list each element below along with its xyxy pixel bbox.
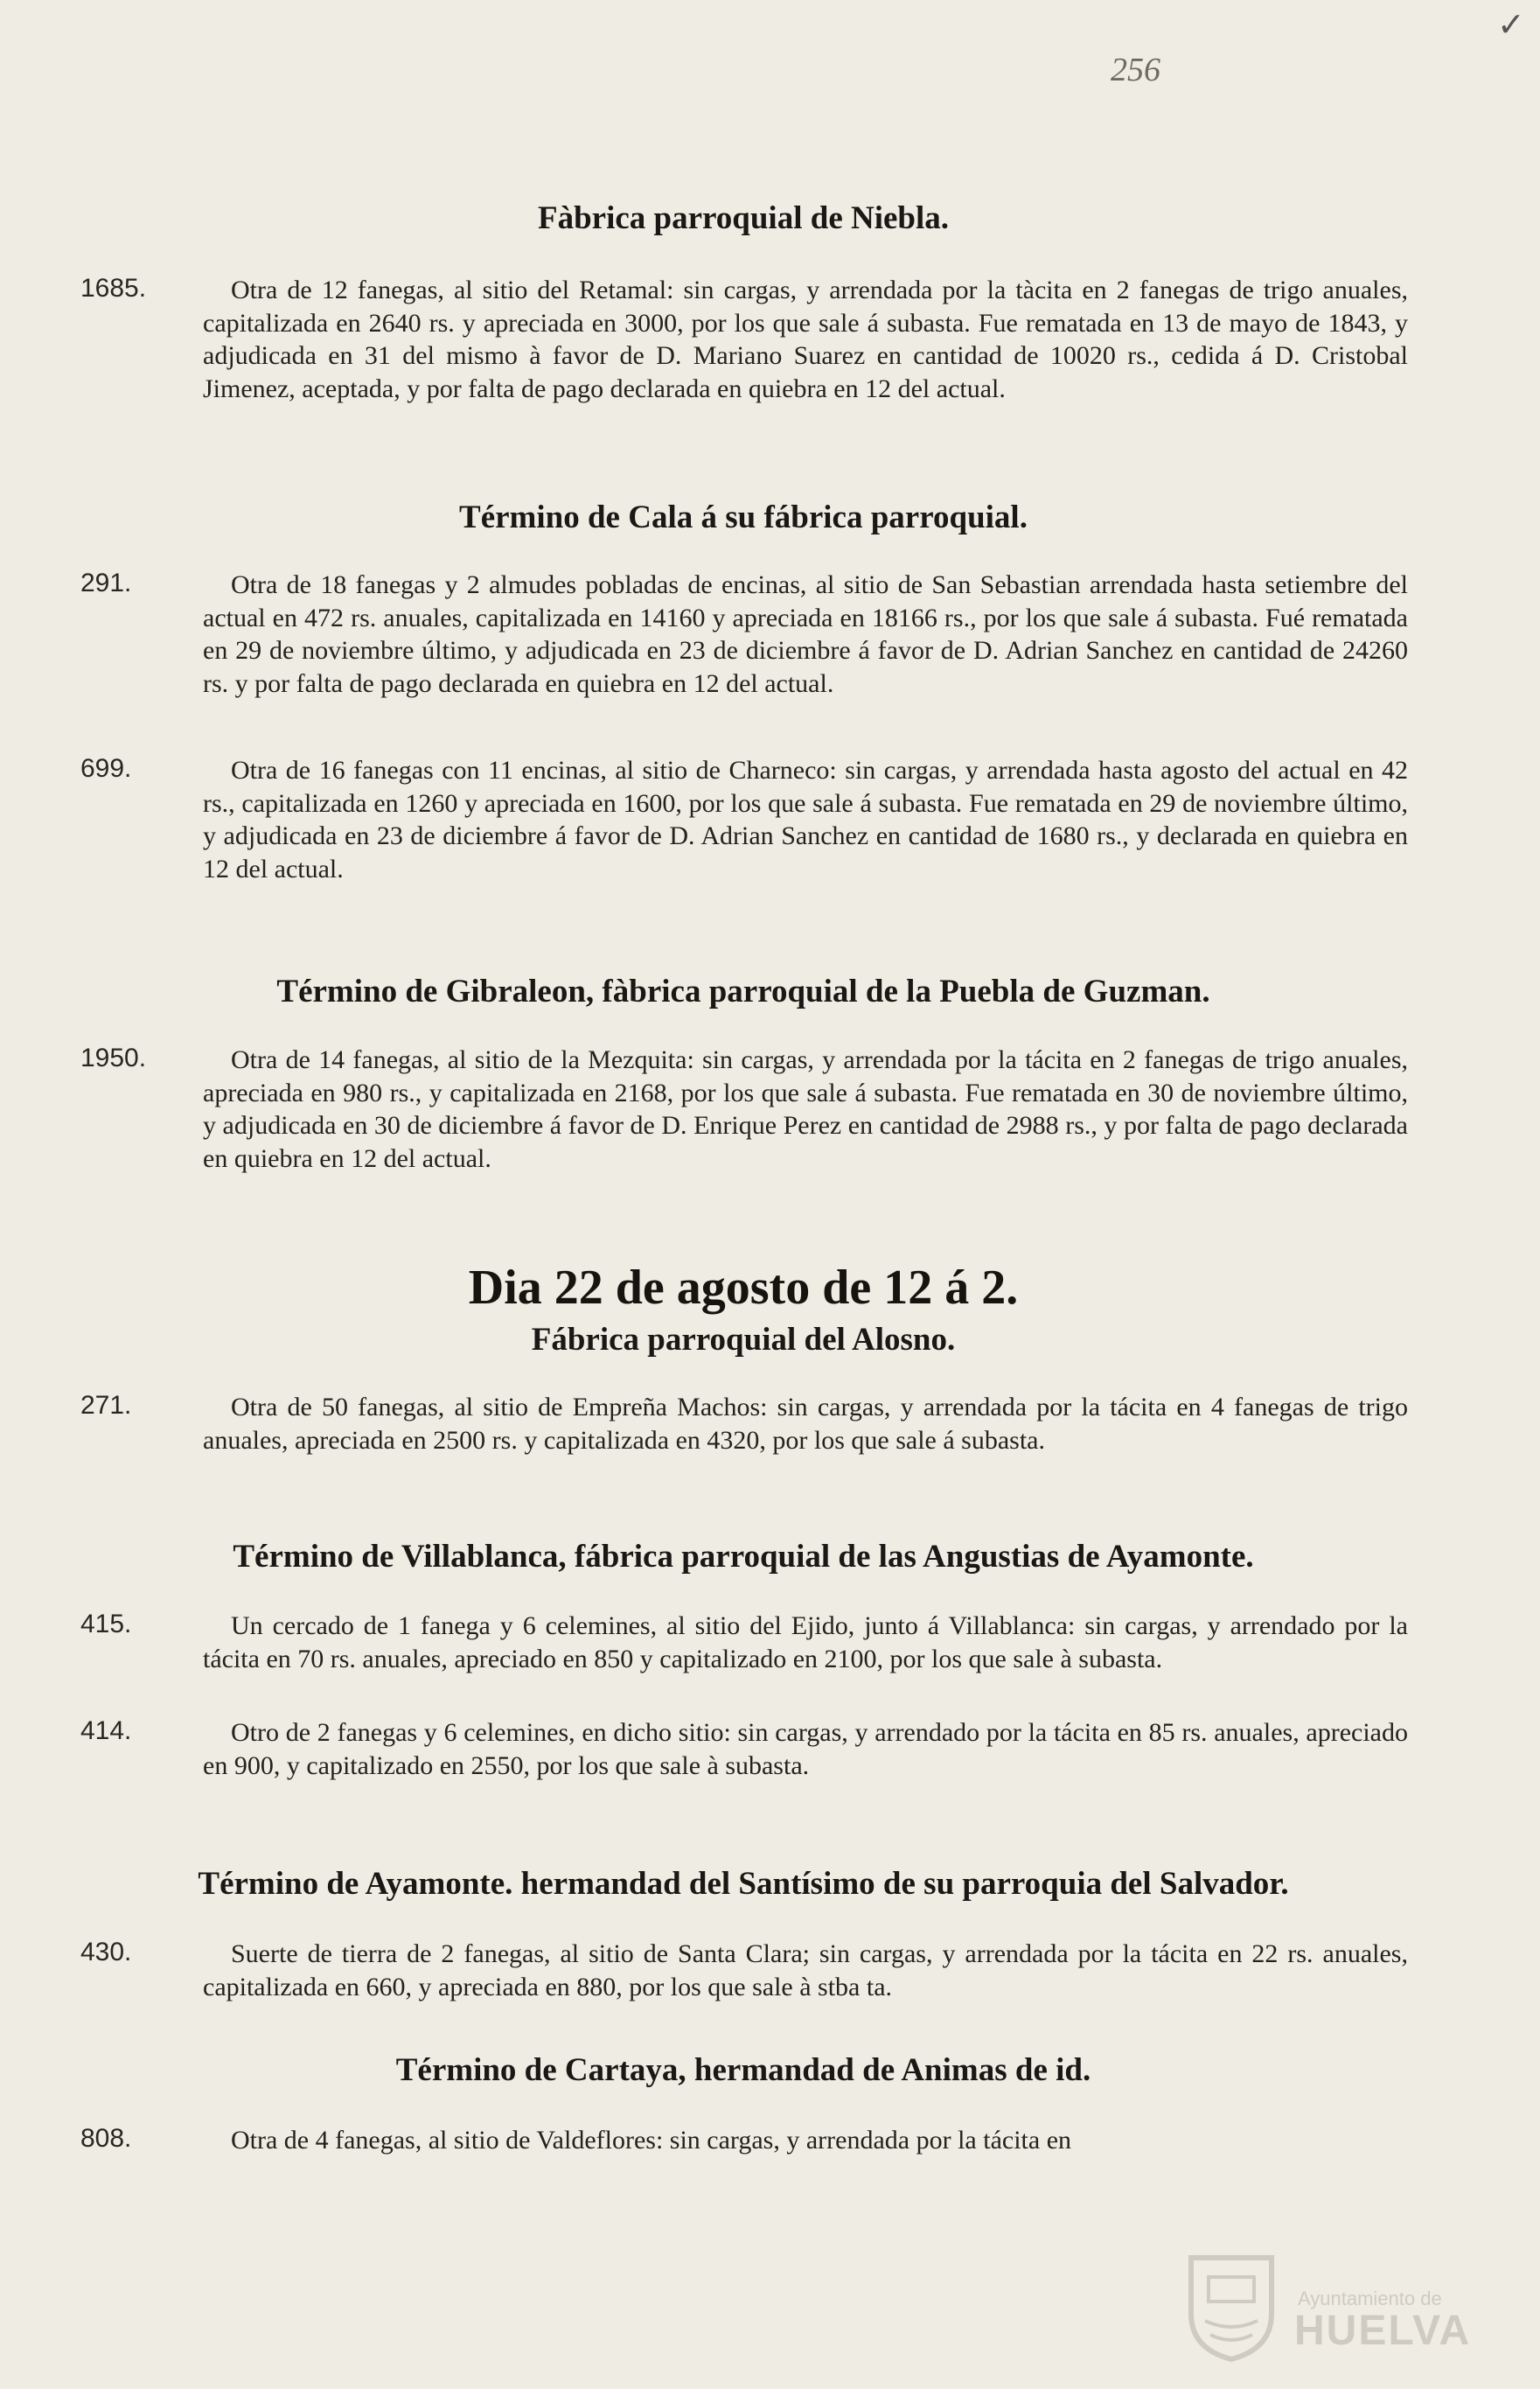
entry-number: 808. bbox=[80, 2124, 132, 2153]
corner-check-mark: ✓ bbox=[1497, 7, 1525, 44]
day-heading: Dia 22 de agosto de 12 á 2. bbox=[468, 1261, 1019, 1315]
entry-text: Otra de 50 fanegas, al sitio de Empreña Machos: sin cargas, y arrendada por la tácita en 4 fanegas de trigo anuales, apreciada en 2500 rs. y capitalizada en 4320, por los que sale á subasta. bbox=[203, 1393, 1408, 1455]
section-heading-cartaya: Término de Cartaya, hermandad de Animas de id. bbox=[395, 2052, 1091, 2088]
logo-line-2: HUELVA bbox=[1294, 2308, 1472, 2354]
section-heading-gibraleon: Término de Gibraleon, fàbrica parroquial de la Puebla de Guzman. bbox=[276, 974, 1210, 1009]
entry-text: Suerte de tierra de 2 fanegas, al sitio de Santa Clara; sin cargas, y arrendada por la tácita en 22 rs. anuales, capitalizada en 660, y apreciada en 880, por los que sale à stba ta. bbox=[203, 1939, 1408, 2001]
section-heading-villablanca: Término de Villablanca, fábrica parroquial de las Angustias de Ayamonte. bbox=[233, 1539, 1254, 1575]
entry-number: 1950. bbox=[80, 1044, 147, 1072]
section-heading-niebla: Fàbrica parroquial de Niebla. bbox=[537, 200, 950, 236]
entry-number: 415. bbox=[80, 1610, 132, 1638]
entry-number: 414. bbox=[80, 1716, 132, 1745]
logo-line-1: Ayuntamiento de bbox=[1298, 2288, 1442, 2309]
entry-text: Otra de 12 fanegas, al sitio del Retamal: sin cargas, y arrendada por la tàcita en 2 fanegas de trigo anuales, capitalizada en 2640 rs. y apreciada en 3000, por los que sale á subasta. Fue rematada en 13 de mayo de 1843, y adjudicada en 31 del mismo à favor de D. Mariano Suarez en cantidad de 10020 rs., cedida á D. Cristobal Jimenez, aceptada, y por falta de pago declarada en quiebra en 12 del actual. bbox=[203, 276, 1408, 403]
section-heading-ayamonte: Término de Ayamonte. hermandad del Santísimo de su parroquia del Salvador. bbox=[198, 1866, 1289, 1902]
huelva-watermark-logo bbox=[1179, 2244, 1472, 2366]
entry-number: 291. bbox=[80, 569, 132, 597]
entry-number: 271. bbox=[80, 1391, 132, 1420]
entry-text: Otra de 16 fanegas con 11 encinas, al sitio de Charneco: sin cargas, y arrendada hasta agosto del actual en 42 rs., capitalizada en 1260 y apreciada en 1600, por los que sale á subasta. Fue rematada en 29 de noviembre último, y adjudicada en 23 de diciembre á favor de D. Adrian Sanchez en cantidad de 1680 rs., y declarada en quiebra en 12 del actual. bbox=[203, 756, 1408, 884]
entry-number: 699. bbox=[80, 754, 132, 783]
entry-text: Otra de 18 fanegas y 2 almudes pobladas de encinas, al sitio de San Sebastian arrendada hasta setiembre del actual en 472 rs. anuales, capitalizada en 14160 y apreciada en 18166 rs., por los que sale á subasta. Fué rematada en 29 de noviembre último, y adjudicada en 23 de diciembre á favor de D. Adrian Sanchez en cantidad de 24260 rs. y por falta de pago declarada en quiebra en 12 del actual. bbox=[203, 570, 1408, 698]
entry-text: Otra de 14 fanegas, al sitio de la Mezquita: sin cargas, y arrendada por la tácita en 2 fanegas de trigo anuales, apreciada en 980 rs., y capitalizada en 2168, por los que sale á subasta. Fue rematada en 30 de noviembre último, y adjudicada en 30 de diciembre á favor de D. Enrique Perez en cantidad de 2988 rs., y por falta de pago declarada en quiebra en 12 del actual. bbox=[203, 1045, 1408, 1173]
entry-text: Otro de 2 fanegas y 6 celemines, en dicho sitio: sin cargas, y arrendado por la tácita en 85 rs. anuales, apreciado en 900, y capitalizado en 2550, por los que sale à subasta. bbox=[203, 1718, 1408, 1780]
entry-text: Un cercado de 1 fanega y 6 celemines, al sitio del Ejido, junto á Villablanca: sin cargas, y arrendado por la tácita en 70 rs. anuales, apreciado en 850 y capitalizado en 2100, por los que sale à subasta. bbox=[203, 1611, 1408, 1673]
section-heading-alosno: Fábrica parroquial del Alosno. bbox=[531, 1322, 956, 1358]
entry-number: 430. bbox=[80, 1938, 132, 1966]
entry-text: Otra de 4 fanegas, al sitio de Valdeflores: sin cargas, y arrendada por la tácita en bbox=[231, 2126, 1072, 2155]
section-heading-cala: Término de Cala á su fábrica parroquial. bbox=[459, 499, 1028, 535]
crest-icon bbox=[1179, 2251, 1284, 2363]
page-folio-number: 256 bbox=[1111, 52, 1160, 88]
entry-number: 1685. bbox=[80, 274, 147, 303]
